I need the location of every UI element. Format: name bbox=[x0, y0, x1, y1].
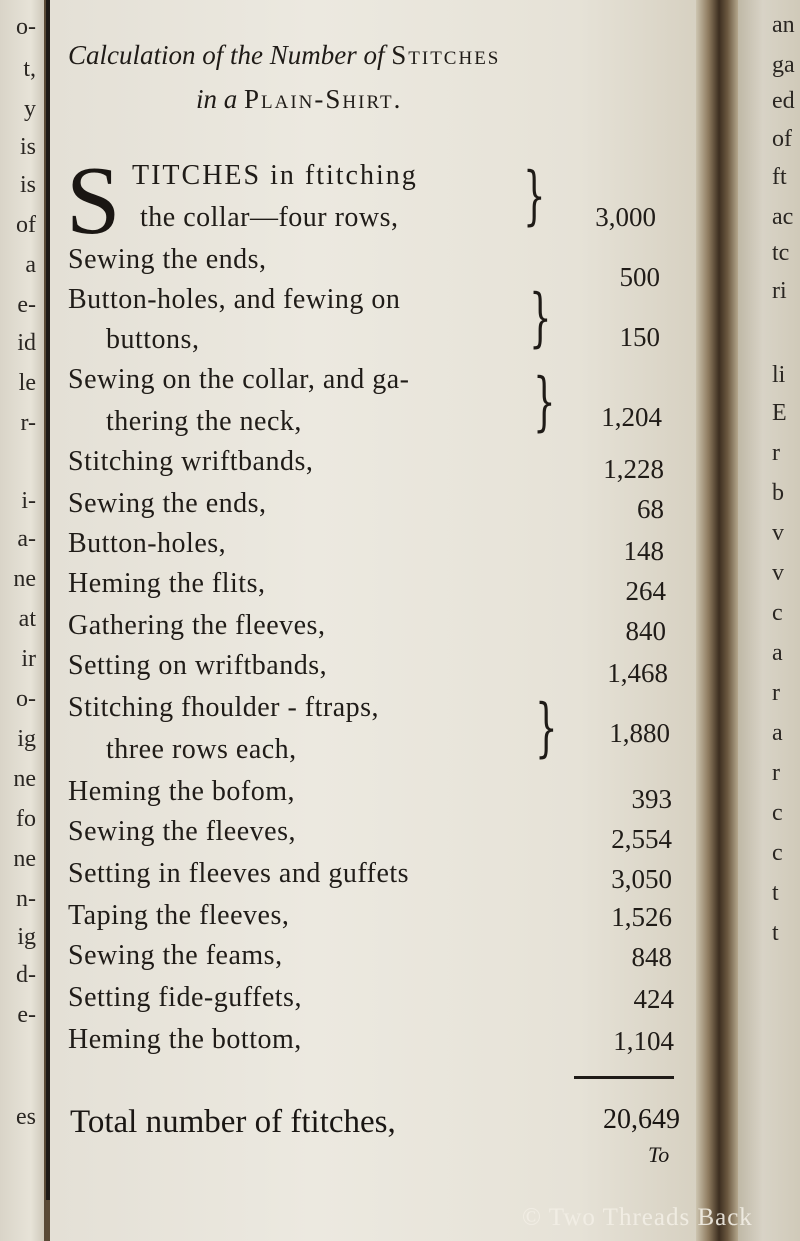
left-margin-fragment: ig bbox=[17, 726, 36, 752]
right-margin-fragment: c bbox=[772, 840, 783, 866]
right-margin-fragment: a bbox=[772, 640, 783, 666]
left-margin-fragment: of bbox=[16, 212, 36, 238]
row-label: Heming the bofom, bbox=[68, 776, 296, 807]
left-margin-fragment: i- bbox=[21, 488, 36, 514]
left-margin-fragment: ig bbox=[17, 924, 36, 950]
row-label: Setting fide-guffets, bbox=[68, 982, 302, 1013]
left-margin-fragment: n- bbox=[16, 886, 36, 912]
right-margin-fragment: ga bbox=[772, 52, 795, 78]
left-margin-fragment: ne bbox=[13, 846, 36, 872]
row-label: Taping the fleeves, bbox=[68, 900, 290, 931]
catchword: To bbox=[648, 1142, 670, 1167]
right-margin-fragment: an bbox=[772, 12, 795, 38]
drop-cap: S bbox=[66, 147, 121, 255]
row-value: 424 bbox=[633, 984, 674, 1014]
right-margin-fragment: r bbox=[772, 760, 780, 786]
row-label: TITCHES in ftitching bbox=[132, 160, 418, 191]
row-label: Stitching fhoulder - ftraps, bbox=[68, 692, 380, 723]
row-label: Sewing the feams, bbox=[68, 940, 283, 971]
row-value: 264 bbox=[625, 576, 666, 606]
brace-right: } bbox=[535, 691, 558, 765]
page-title-line1 bbox=[68, 40, 500, 71]
left-margin-fragment: o- bbox=[16, 14, 36, 40]
book-gutter bbox=[696, 0, 738, 1241]
row-label: Sewing the ends, bbox=[68, 488, 267, 519]
right-margin-fragment: b bbox=[772, 480, 784, 506]
left-margin-fragment: a bbox=[25, 252, 36, 278]
left-margin-fragment: es bbox=[16, 1104, 36, 1130]
left-margin-fragment: e- bbox=[17, 1002, 36, 1028]
row-label: Heming the flits, bbox=[68, 568, 266, 599]
row-label: Sewing on the collar, and ga- bbox=[68, 364, 410, 395]
total-label: Total number of ftitches, bbox=[70, 1104, 396, 1140]
row-value: 500 bbox=[619, 262, 660, 292]
left-margin-fragment: is bbox=[19, 134, 36, 160]
row-label-continued: buttons, bbox=[106, 324, 200, 355]
left-margin-fragment: e- bbox=[17, 292, 36, 318]
row-label: Button-holes, and fewing on bbox=[68, 284, 401, 315]
right-margin-fragment: c bbox=[772, 800, 783, 826]
left-margin-fragment: y bbox=[24, 96, 36, 122]
title2-italic-part: in a bbox=[196, 84, 238, 114]
row-label: Setting on wriftbands, bbox=[68, 650, 328, 681]
right-margin-fragment: of bbox=[772, 126, 792, 152]
row-label: Gathering the fleeves, bbox=[68, 610, 326, 641]
row-value: 2,554 bbox=[611, 824, 672, 854]
left-margin-fragment: ne bbox=[13, 766, 36, 792]
right-margin-fragment: t bbox=[772, 880, 779, 906]
right-margin-fragment: ri bbox=[772, 278, 787, 304]
right-margin-fragment: v bbox=[772, 560, 784, 586]
total-value: 20,649 bbox=[603, 1104, 680, 1135]
left-margin-fragment: is bbox=[19, 172, 36, 198]
row-value: 1,204 bbox=[601, 402, 662, 432]
row-value: 848 bbox=[631, 942, 672, 972]
right-margin-fragment: r bbox=[772, 440, 780, 466]
row-value: 840 bbox=[625, 616, 666, 646]
right-margin-fragment: tc bbox=[772, 240, 790, 266]
right-margin-fragment: v bbox=[772, 520, 784, 546]
total-rule bbox=[574, 1076, 674, 1079]
left-margin-fragment: id bbox=[17, 330, 36, 356]
left-page-fragment bbox=[0, 0, 44, 1241]
right-page-fragment bbox=[738, 0, 800, 1241]
row-label: Stitching wriftbands, bbox=[68, 446, 314, 477]
row-value: 1,468 bbox=[607, 658, 668, 688]
row-label: Heming the bottom, bbox=[68, 1024, 302, 1055]
row-label: Setting in fleeves and guffets bbox=[68, 858, 410, 889]
row-value: 148 bbox=[623, 536, 664, 566]
title-italic-part: Calculation of the Number of bbox=[68, 40, 385, 70]
right-margin-fragment: ft bbox=[772, 164, 787, 190]
right-margin-fragment: r bbox=[772, 680, 780, 706]
brace-right: } bbox=[523, 159, 546, 233]
left-margin-fragment: ir bbox=[21, 646, 36, 672]
left-margin-fragment: r- bbox=[20, 410, 36, 436]
right-margin-fragment: a bbox=[772, 720, 783, 746]
title-caps-part: Stitches bbox=[391, 40, 501, 70]
row-label: Button-holes, bbox=[68, 528, 227, 559]
right-margin-fragment: c bbox=[772, 600, 783, 626]
left-margin-fragment: ne bbox=[13, 566, 36, 592]
row-value: 1,880 bbox=[609, 718, 670, 748]
right-margin-fragment: li bbox=[772, 362, 786, 388]
row-value: 3,000 bbox=[595, 202, 656, 232]
row-value: 1,104 bbox=[613, 1026, 674, 1056]
right-margin-fragment: ac bbox=[772, 204, 794, 230]
brace-right: } bbox=[533, 365, 556, 439]
row-label-continued: thering the neck, bbox=[106, 406, 302, 437]
row-label-continued: the collar—four rows, bbox=[140, 202, 399, 233]
brace-right: } bbox=[529, 281, 552, 355]
row-value: 3,050 bbox=[611, 864, 672, 894]
right-margin-fragment: ed bbox=[772, 88, 795, 114]
left-margin-fragment: le bbox=[18, 370, 36, 396]
left-margin-fragment: at bbox=[18, 606, 36, 632]
right-margin-fragment: E bbox=[772, 400, 787, 426]
row-value: 1,526 bbox=[611, 902, 672, 932]
left-margin-fragment: fo bbox=[16, 806, 36, 832]
row-label: Sewing the fleeves, bbox=[68, 816, 296, 847]
right-margin-fragment: t bbox=[772, 920, 779, 946]
title2-caps-part: Plain-Shirt. bbox=[244, 84, 403, 114]
left-margin-fragment: a- bbox=[17, 526, 36, 552]
left-margin-fragment: o- bbox=[16, 686, 36, 712]
row-label-continued: three rows each, bbox=[106, 734, 297, 765]
watermark: © Two Threads Back bbox=[522, 1204, 753, 1231]
row-value: 1,228 bbox=[603, 454, 664, 484]
left-margin-fragment: d- bbox=[16, 962, 36, 988]
page-title-line2 bbox=[196, 84, 402, 115]
row-value: 150 bbox=[619, 322, 660, 352]
row-value: 68 bbox=[637, 494, 664, 524]
left-margin-fragment: t, bbox=[23, 56, 36, 82]
row-value: 393 bbox=[631, 784, 672, 814]
row-label: Sewing the ends, bbox=[68, 244, 267, 275]
